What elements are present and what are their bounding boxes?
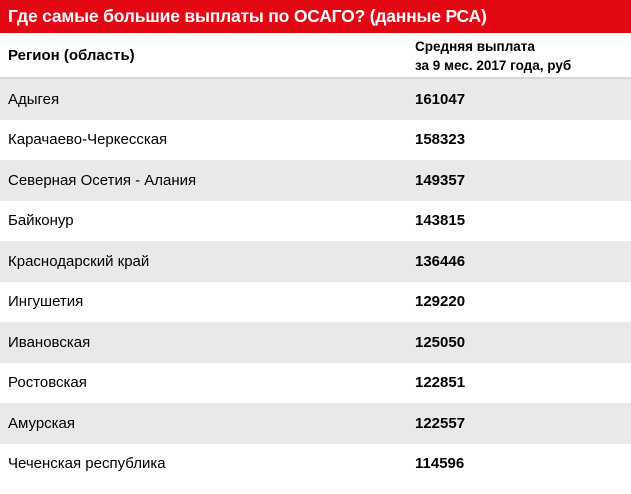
table-header-row	[0, 33, 631, 79]
column-header-value-line1: Средняя выплата	[415, 39, 535, 54]
table-row	[0, 160, 631, 201]
cell-value: 158323	[415, 131, 466, 149]
cell-value: 122557	[415, 414, 466, 432]
table-title: Где самые большие выплаты по ОСАГО? (данные РСА)	[0, 0, 631, 33]
table-row	[0, 120, 631, 161]
cell-value: 122851	[415, 374, 466, 392]
table-row	[0, 403, 631, 444]
cell-region: Ростовская	[8, 374, 87, 392]
cell-region: Байконур	[8, 212, 74, 230]
column-header-value	[415, 33, 631, 75]
cell-value: 129220	[415, 293, 466, 311]
cell-value: 136446	[415, 252, 466, 270]
table-row	[0, 282, 631, 323]
table-row	[0, 201, 631, 242]
table-row	[0, 241, 631, 282]
cell-value: 161047	[415, 90, 466, 108]
cell-value: 114596	[415, 455, 465, 473]
table-row	[0, 79, 631, 120]
table-row	[0, 322, 631, 363]
cell-value: 125050	[415, 333, 466, 351]
cell-region: Ингушетия	[8, 293, 84, 311]
cell-region: Ивановская	[8, 333, 91, 351]
cell-value: 143815	[415, 212, 466, 230]
column-header-region: Регион (область)	[8, 47, 135, 64]
table-row	[0, 444, 631, 485]
column-header-value-line2: за 9 мес. 2017 года, руб	[415, 58, 572, 73]
cell-region: Северная Осетия - Алания	[8, 171, 197, 189]
table-row	[0, 363, 631, 404]
cell-region: Карачаево-Черкесская	[8, 131, 168, 149]
cell-region: Краснодарский край	[8, 252, 150, 270]
cell-region: Амурская	[8, 414, 76, 432]
cell-region: Адыгея	[8, 90, 60, 108]
cell-value: 149357	[415, 171, 466, 189]
cell-region: Чеченская республика	[8, 455, 166, 473]
